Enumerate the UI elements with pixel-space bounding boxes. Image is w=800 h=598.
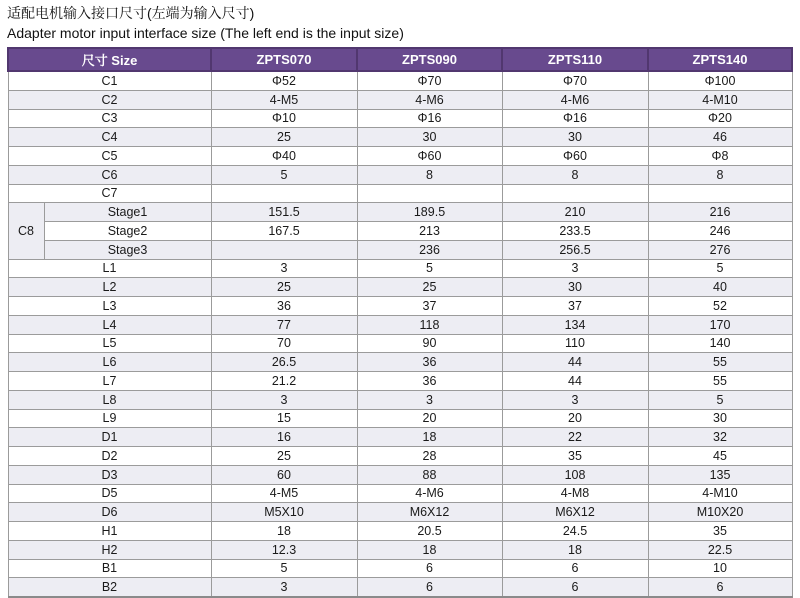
cell-value: 8	[648, 165, 792, 184]
cell-value: 135	[648, 465, 792, 484]
cell-value	[357, 184, 502, 203]
cell-value: 20.5	[357, 522, 502, 541]
cell-value: 236	[357, 240, 502, 259]
cell-value: 4-M10	[648, 484, 792, 503]
cell-value: 16	[211, 428, 357, 447]
title-block	[0, 0, 800, 43]
cell-value: 30	[502, 278, 648, 297]
cell-value: Φ60	[502, 147, 648, 166]
cell-value: 25	[211, 128, 357, 147]
table-row-H2	[8, 540, 792, 559]
table-row-C6	[8, 165, 792, 184]
row-label: H2	[8, 540, 211, 559]
cell-value: 24.5	[502, 522, 648, 541]
cell-value: 15	[211, 409, 357, 428]
cell-value: Φ8	[648, 147, 792, 166]
cell-value: Φ70	[357, 71, 502, 90]
cell-value	[502, 184, 648, 203]
table-row-D6	[8, 503, 792, 522]
cell-value: 18	[502, 540, 648, 559]
table-row-D2	[8, 447, 792, 466]
cell-value: 28	[357, 447, 502, 466]
cell-value: 60	[211, 465, 357, 484]
table-row-L6	[8, 353, 792, 372]
cell-value: 26.5	[211, 353, 357, 372]
cell-value: 4-M6	[357, 90, 502, 109]
cell-value: 3	[211, 390, 357, 409]
cell-value: 35	[502, 447, 648, 466]
cell-value: 25	[211, 278, 357, 297]
cell-value: M5X10	[211, 503, 357, 522]
cell-value: 18	[211, 522, 357, 541]
column-header-zpts090: ZPTS090	[357, 48, 502, 71]
row-label: L6	[8, 353, 211, 372]
table-row-L5	[8, 334, 792, 353]
cell-value: 25	[357, 278, 502, 297]
cell-value: 30	[502, 128, 648, 147]
row-label: L9	[8, 409, 211, 428]
cell-value: 5	[648, 259, 792, 278]
cell-value: 77	[211, 315, 357, 334]
cell-value: 36	[357, 353, 502, 372]
cell-value: 25	[211, 447, 357, 466]
cell-value: 18	[357, 540, 502, 559]
cell-value: 70	[211, 334, 357, 353]
cell-value: 3	[502, 390, 648, 409]
row-label: L7	[8, 372, 211, 391]
group-label-c8: C8	[8, 203, 44, 259]
cell-value: Φ60	[357, 147, 502, 166]
cell-value: 6	[357, 559, 502, 578]
cell-value: 46	[648, 128, 792, 147]
row-label: D6	[8, 503, 211, 522]
cell-value: 22	[502, 428, 648, 447]
cell-value: 189.5	[357, 203, 502, 222]
cell-value: 8	[357, 165, 502, 184]
cell-value: 8	[502, 165, 648, 184]
row-label: D2	[8, 447, 211, 466]
cell-value: Φ16	[357, 109, 502, 128]
cell-value: Φ20	[648, 109, 792, 128]
cell-value: 35	[648, 522, 792, 541]
cell-value: Φ100	[648, 71, 792, 90]
cell-value: 4-M6	[502, 90, 648, 109]
cell-value: 151.5	[211, 203, 357, 222]
cell-value: 20	[357, 409, 502, 428]
column-header-zpts110: ZPTS110	[502, 48, 648, 71]
cell-value	[211, 184, 357, 203]
row-label: C3	[8, 109, 211, 128]
row-label: Stage1	[44, 203, 211, 222]
table-row-H1	[8, 522, 792, 541]
cell-value: M6X12	[357, 503, 502, 522]
cell-value: 32	[648, 428, 792, 447]
table-row-Stage2	[8, 222, 792, 241]
row-label: C5	[8, 147, 211, 166]
cell-value: 4-M6	[357, 484, 502, 503]
table-row-C4	[8, 128, 792, 147]
cell-value: 246	[648, 222, 792, 241]
cell-value: 40	[648, 278, 792, 297]
cell-value: M6X12	[502, 503, 648, 522]
table-row-D5	[8, 484, 792, 503]
cell-value: 3	[357, 390, 502, 409]
row-label: C7	[8, 184, 211, 203]
table-row-L1	[8, 259, 792, 278]
cell-value: 3	[502, 259, 648, 278]
cell-value: 22.5	[648, 540, 792, 559]
row-label: L8	[8, 390, 211, 409]
table-row-B1	[8, 559, 792, 578]
cell-value: 6	[648, 578, 792, 597]
cell-value: 4-M10	[648, 90, 792, 109]
row-label: L3	[8, 297, 211, 316]
row-label: C2	[8, 90, 211, 109]
table-row-D3	[8, 465, 792, 484]
cell-value: Φ16	[502, 109, 648, 128]
cell-value: 5	[648, 390, 792, 409]
cell-value: 108	[502, 465, 648, 484]
cell-value: 5	[211, 559, 357, 578]
cell-value: 256.5	[502, 240, 648, 259]
cell-value: 140	[648, 334, 792, 353]
cell-value: 55	[648, 372, 792, 391]
cell-value: 37	[502, 297, 648, 316]
table-row-L3	[8, 297, 792, 316]
cell-value: 3	[211, 578, 357, 597]
cell-value: 18	[357, 428, 502, 447]
cell-value: 4-M5	[211, 484, 357, 503]
cell-value: 5	[211, 165, 357, 184]
cell-value: 118	[357, 315, 502, 334]
cell-value: 37	[357, 297, 502, 316]
row-label: Stage2	[44, 222, 211, 241]
cell-value: 276	[648, 240, 792, 259]
row-label: L2	[8, 278, 211, 297]
row-label: D1	[8, 428, 211, 447]
title-chinese: 适配电机输入接口尺寸(左端为输入尺寸)	[7, 5, 255, 21]
cell-value: Φ10	[211, 109, 357, 128]
cell-value: 5	[357, 259, 502, 278]
cell-value: 12.3	[211, 540, 357, 559]
cell-value: 3	[211, 259, 357, 278]
cell-value: 4-M5	[211, 90, 357, 109]
row-label: H1	[8, 522, 211, 541]
table-row-C3	[8, 109, 792, 128]
cell-value: 170	[648, 315, 792, 334]
cell-value: 10	[648, 559, 792, 578]
cell-value: 134	[502, 315, 648, 334]
cell-value: 52	[648, 297, 792, 316]
title-english: Adapter motor input interface size (The left end is the input size)	[7, 25, 404, 41]
table-header	[8, 48, 792, 71]
cell-value: Φ52	[211, 71, 357, 90]
cell-value: 44	[502, 372, 648, 391]
row-label: C4	[8, 128, 211, 147]
cell-value: 30	[357, 128, 502, 147]
cell-value	[211, 240, 357, 259]
cell-value: 167.5	[211, 222, 357, 241]
table-row-L8	[8, 390, 792, 409]
row-label: B1	[8, 559, 211, 578]
row-label: L1	[8, 259, 211, 278]
cell-value: 213	[357, 222, 502, 241]
cell-value: 20	[502, 409, 648, 428]
cell-value: 90	[357, 334, 502, 353]
cell-value: 6	[502, 559, 648, 578]
cell-value: 110	[502, 334, 648, 353]
row-label: B2	[8, 578, 211, 597]
cell-value: 216	[648, 203, 792, 222]
cell-value: Φ70	[502, 71, 648, 90]
cell-value: 233.5	[502, 222, 648, 241]
cell-value: 36	[211, 297, 357, 316]
table-row-L9	[8, 409, 792, 428]
cell-value: 4-M8	[502, 484, 648, 503]
table-row-L2	[8, 278, 792, 297]
row-label: Stage3	[44, 240, 211, 259]
cell-value: 6	[502, 578, 648, 597]
table-row-C5	[8, 147, 792, 166]
size-column-header: 尺寸 Size	[8, 48, 211, 71]
cell-value: 55	[648, 353, 792, 372]
table-row-Stage3	[8, 240, 792, 259]
table-row-L7	[8, 372, 792, 391]
row-label: L5	[8, 334, 211, 353]
cell-value: Φ40	[211, 147, 357, 166]
cell-value: M10X20	[648, 503, 792, 522]
row-label: L4	[8, 315, 211, 334]
row-label: C1	[8, 71, 211, 90]
table-row-L4	[8, 315, 792, 334]
cell-value: 36	[357, 372, 502, 391]
table-row-D1	[8, 428, 792, 447]
row-label: D5	[8, 484, 211, 503]
cell-value	[648, 184, 792, 203]
table-row-C2	[8, 90, 792, 109]
header-row	[8, 48, 792, 71]
cell-value: 210	[502, 203, 648, 222]
row-label: D3	[8, 465, 211, 484]
column-header-zpts070: ZPTS070	[211, 48, 357, 71]
cell-value: 21.2	[211, 372, 357, 391]
row-label: C6	[8, 165, 211, 184]
table-row-C7	[8, 184, 792, 203]
cell-value: 30	[648, 409, 792, 428]
cell-value: 44	[502, 353, 648, 372]
column-header-zpts140: ZPTS140	[648, 48, 792, 71]
cell-value: 45	[648, 447, 792, 466]
table-body	[8, 71, 792, 597]
table-row-Stage1	[8, 203, 792, 222]
table-row-B2	[8, 578, 792, 597]
size-table	[7, 47, 793, 598]
cell-value: 88	[357, 465, 502, 484]
cell-value: 6	[357, 578, 502, 597]
table-row-C1	[8, 71, 792, 90]
